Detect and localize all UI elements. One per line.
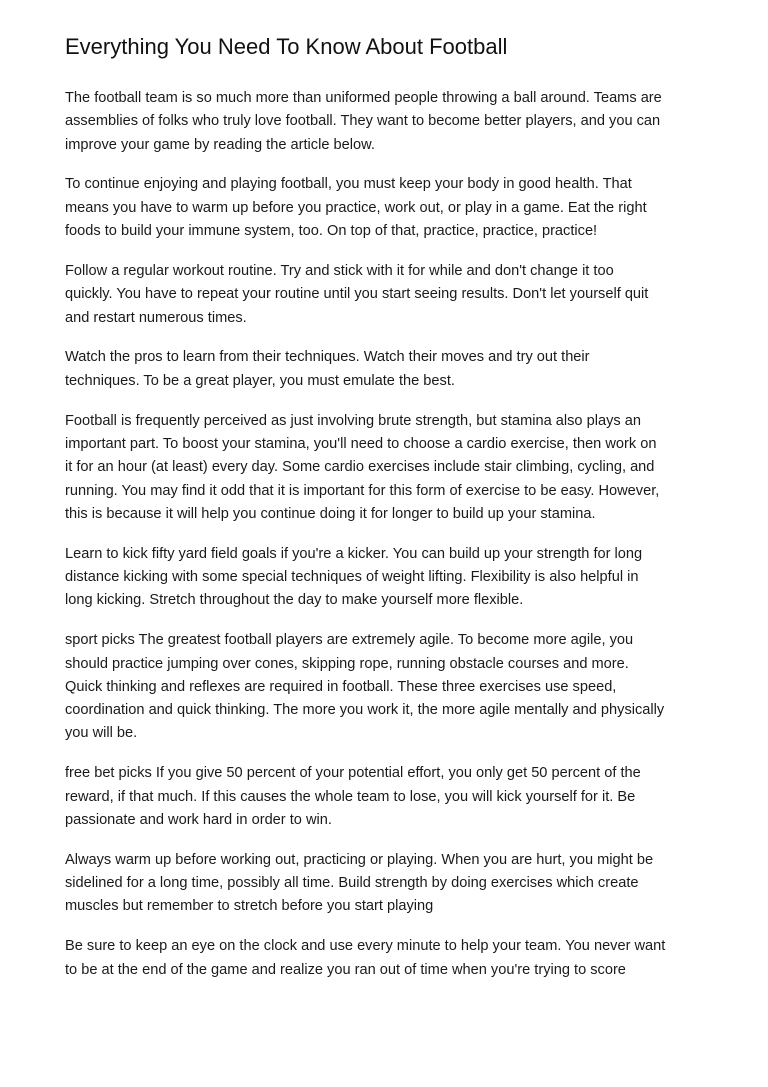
paragraph-line: improve your game by reading the article below. [65, 136, 375, 153]
paragraph-line: sport picks The greatest football players are extremely agile. To become more agile, you [65, 632, 634, 649]
paragraph-line: sidelined for a long time, possibly all time. Build strength by doing exercises which create [65, 875, 639, 892]
paragraph-line: The football team is so much more than uniformed people throwing a ball around. Teams are [65, 90, 662, 106]
paragraph-line: Quick thinking and reflexes are required in football. These three exercises use speed, [65, 678, 617, 695]
paragraph-line: this is because it will help you continue doing it for longer to build up your stamina. [65, 505, 596, 522]
paragraph-line: assemblies of folks who truly love football. They want to become better players, and you can [65, 113, 661, 130]
paragraph-line: quickly. You have to repeat your routine until you start seeing results. Don't let yourself quit [65, 286, 649, 303]
paragraph-line: techniques. To be a great player, you must emulate the best. [65, 372, 455, 389]
paragraph-line: passionate and work hard in order to win. [65, 811, 332, 828]
paragraph [65, 762, 745, 832]
paragraph-line: Football is frequently perceived as just involving brute strength, but stamina also plays an [65, 412, 641, 429]
paragraph-line: reward, if that much. If this causes the whole team to lose, you will kick yourself for it. Be [65, 788, 636, 805]
paragraph-line: important part. To boost your stamina, you'll need to choose a cardio exercise, then work on [65, 435, 657, 452]
paragraph-line: Always warm up before working out, practicing or playing. When you are hurt, you might be [65, 851, 654, 868]
paragraph [65, 410, 745, 526]
paragraph [65, 346, 745, 393]
paragraph [65, 543, 745, 613]
paragraph-line: coordination and quick thinking. The more you work it, the more agile mentally and physically [65, 702, 665, 719]
paragraph [65, 935, 745, 982]
paragraph-line: free bet picks If you give 50 percent of your potential effort, you only get 50 percent of the [65, 765, 641, 782]
article-body [65, 87, 745, 998]
paragraph-line: Follow a regular workout routine. Try and stick with it for while and don't change it too [65, 262, 614, 279]
paragraph-line: should practice jumping over cones, skipping rope, running obstacle courses and more. [65, 655, 629, 672]
paragraph-line: long kicking. Stretch throughout the day to make yourself more flexible. [65, 592, 524, 609]
paragraph-line: Watch the pros to learn from their techniques. Watch their moves and try out their [65, 349, 590, 366]
page-title: Everything You Need To Know About Football [65, 34, 508, 59]
paragraph-line: you will be. [65, 725, 138, 742]
paragraph [65, 173, 745, 243]
paragraph [65, 629, 745, 745]
paragraph-line: Learn to kick fifty yard field goals if you're a kicker. You can build up your strength for long [65, 545, 643, 562]
paragraph [65, 849, 745, 919]
paragraph-line: to be at the end of the game and realize you ran out of time when you're trying to score [65, 961, 626, 978]
paragraph-line: To continue enjoying and playing football, you must keep your body in good health. That [65, 176, 632, 193]
paragraph-line: it for an hour (at least) every day. Some cardio exercises include stair climbing, cycling, and [65, 459, 655, 476]
paragraph [65, 87, 745, 157]
paragraph-line: and restart numerous times. [65, 309, 247, 326]
paragraph-line: muscles but remember to stretch before you start playing [65, 898, 434, 915]
paragraph-line: means you have to warm up before you practice, work out, or play in a game. Eat the right [65, 199, 647, 216]
paragraph-line: running. You may find it odd that it is important for this form of exercise to be easy. However, [65, 482, 660, 499]
paragraph [65, 260, 745, 330]
paragraph-line: foods to build your immune system, too. On top of that, practice, practice, practice! [65, 223, 598, 240]
paragraph-line: Be sure to keep an eye on the clock and use every minute to help your team. You never want [65, 938, 666, 955]
paragraph-line: distance kicking with some special techniques of weight lifting. Flexibility is also helpful in [65, 569, 639, 586]
